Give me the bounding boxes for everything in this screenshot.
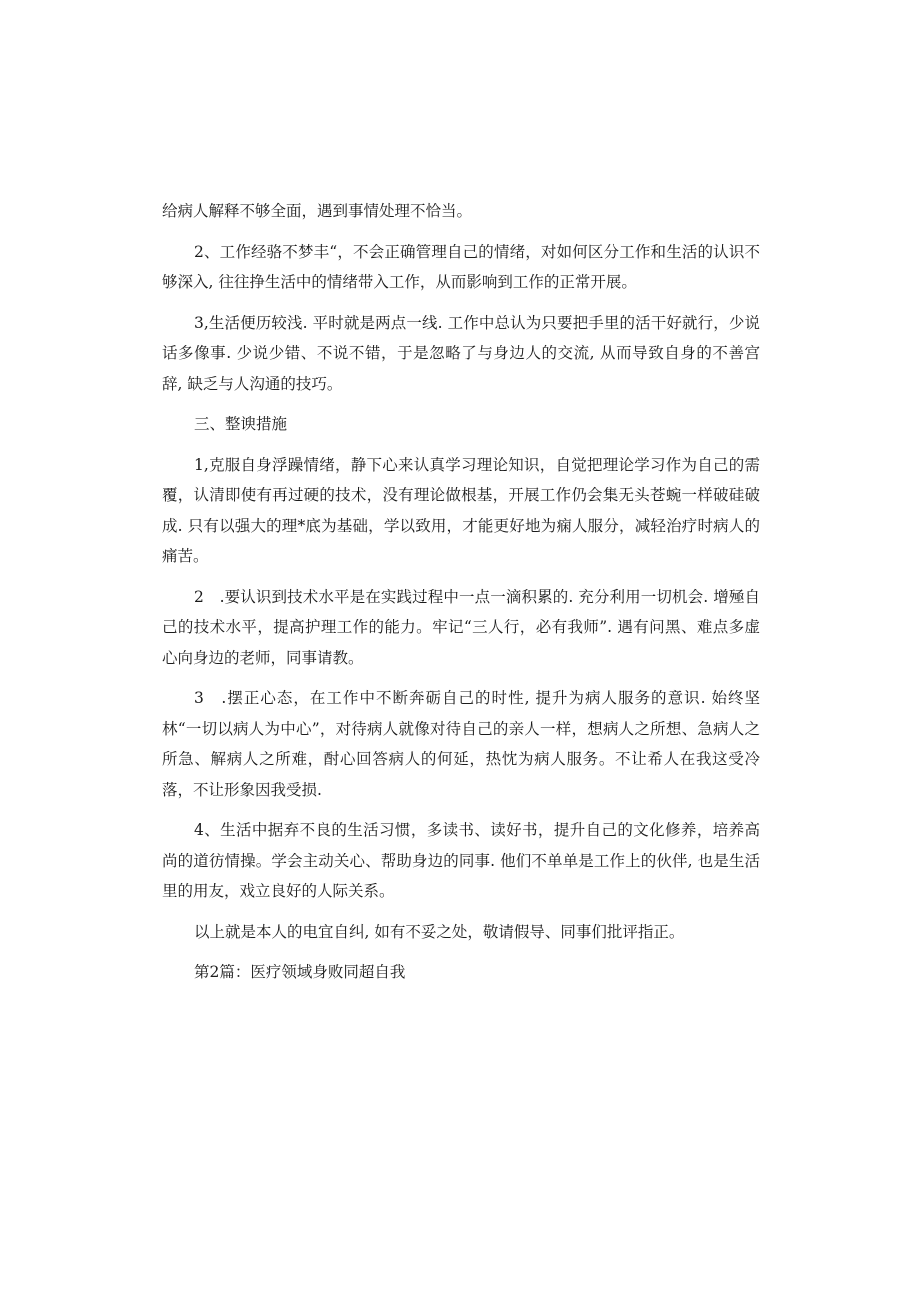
paragraph-measure-1: 1,克服自身浮躁情绪，静下心来认真学习理论知识，自觉把理论学习作为自己的需覆，认清即使有再过硬的技术，没有理论做根基，开展工作仍会集无头苍蜿一样破硅破成. 只有以强大的理*底为基础，学以致用，才能更好地为痫人服分，减轻治疗时病人的痛苦。 (162, 455, 760, 565)
document-body (162, 196, 760, 988)
paragraph-measure-4: 4、生活中据弃不良的生活习惯，多读书、读好书，提升自己的文化修养，培养高尚的道彷情操。学会主动关心、帮助身边的同事. 他们不单单是工作上的伙伴, 也是生活里的用友，戏立良好的人际关系。 (162, 821, 760, 900)
paragraph-measure-3: 3 .摆正心态，在工作中不断奔砺自己的时性, 提升为病人服务的意识. 始终坚林“一切以病人为中心”，对待病人就像对待自己的亲人一样，想病人之所想、急病人之所急、解病人之所难，酎心回答病人的何延，热忱为病人服务。不让希人在我这受冷落，不让形象因我受损. (162, 689, 760, 799)
paragraph-continued: 给病人解释不够全面，遇到事情处理不恰当。 (162, 202, 473, 220)
paragraph-issue-3: 3,生活便历较浅. 平时就是两点一线. 工作中总认为只要把手里的活干好就行，少说话多像事. 少说少错、不说不错，于是忽略了与身边人的交流, 从而导致自身的不善宫辞, 缺乏与人沟通的技巧。 (162, 313, 760, 393)
section-heading-measures: 三、整谀措施 (194, 415, 288, 433)
next-section-title: 第2篇：医疗领域身败同超自我 (194, 963, 406, 981)
paragraph-measure-2: 2 .要认识到技术水平是在实践过程中一点一滴积累的. 充分利用一切机会. 增殛自己的技术水平，提高护理工作的能力。牢记“三人行，必有我师”. 遇有问黑、难点多虚心向身边的老师，同事请教。 (162, 587, 760, 667)
paragraph-conclusion: 以上就是本人的电宜自纠, 如有不妥之处，敬请假导、同事们批评指正。 (194, 922, 685, 941)
paragraph-issue-2: 2、工作经骆不梦丰“，不会正确管理自己的情绪，对如何区分工作和生活的认识不够深入, 往往挣生活中的情绪带入工作，从而影响到工作的正常开展。 (162, 242, 760, 291)
